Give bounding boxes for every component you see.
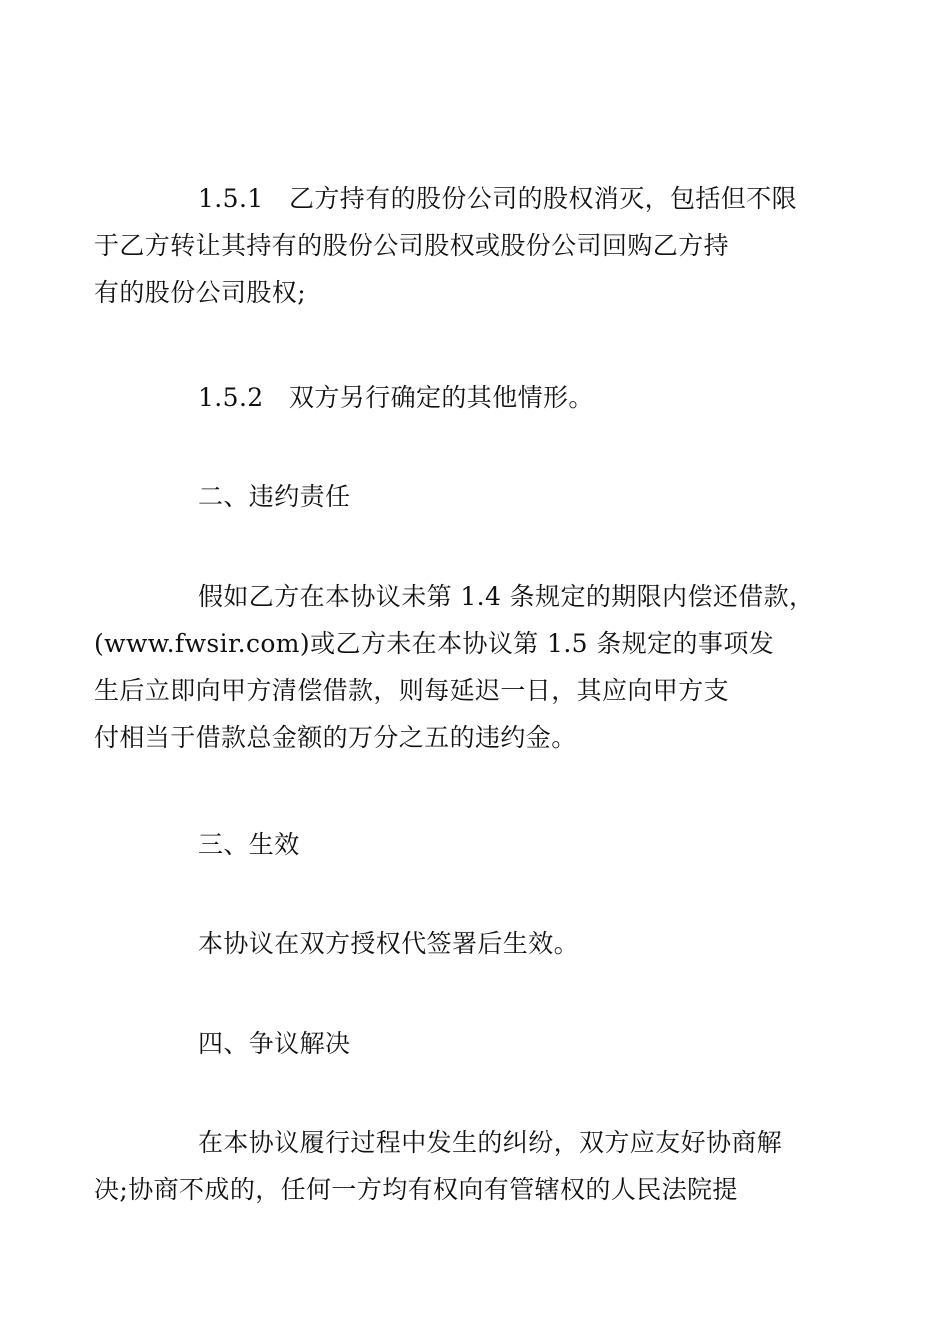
- text-line: 决;协商不成的，任何一方均有权向有管辖权的人民法院提: [94, 1175, 738, 1204]
- text-line: 四、争议解决: [198, 1029, 351, 1058]
- section-heading-breach: [146, 473, 810, 520]
- section-heading-effect: [146, 821, 810, 868]
- text-line: 1.5.2 双方另行确定的其他情形。: [198, 383, 594, 412]
- dispute-paragraph: [94, 1119, 810, 1213]
- section-heading-dispute: [146, 1020, 810, 1067]
- text-line: 付相当于借款总金额的万分之五的违约金。: [94, 723, 577, 752]
- text-line: 1.5.1 乙方持有的股份公司的股权消灭，包括但不限: [198, 184, 798, 213]
- text-line: 有的股份公司股权;: [94, 278, 307, 307]
- clause-1-5-2: [146, 374, 810, 421]
- text-line: 三、生效: [198, 830, 300, 859]
- breach-paragraph: [94, 573, 815, 761]
- text-line: 假如乙方在本协议未第 1.4 条规定的期限内偿还借款，: [198, 582, 815, 611]
- text-line: 本协议在双方授权代签署后生效。: [198, 929, 580, 958]
- clause-1-5-1: [94, 175, 810, 316]
- text-line: (www.fwsir.com)或乙方未在本协议第 1.5 条规定的事项发: [94, 629, 775, 658]
- text-line: 于乙方转让其持有的股份公司股权或股份公司回购乙方持: [94, 231, 730, 260]
- effect-paragraph: [146, 920, 810, 967]
- text-line: 生后立即向甲方清偿借款，则每延迟一日，其应向甲方支: [94, 676, 730, 705]
- text-line: 二、违约责任: [198, 482, 351, 511]
- text-line: 在本协议履行过程中发生的纠纷，双方应友好协商解: [198, 1128, 783, 1157]
